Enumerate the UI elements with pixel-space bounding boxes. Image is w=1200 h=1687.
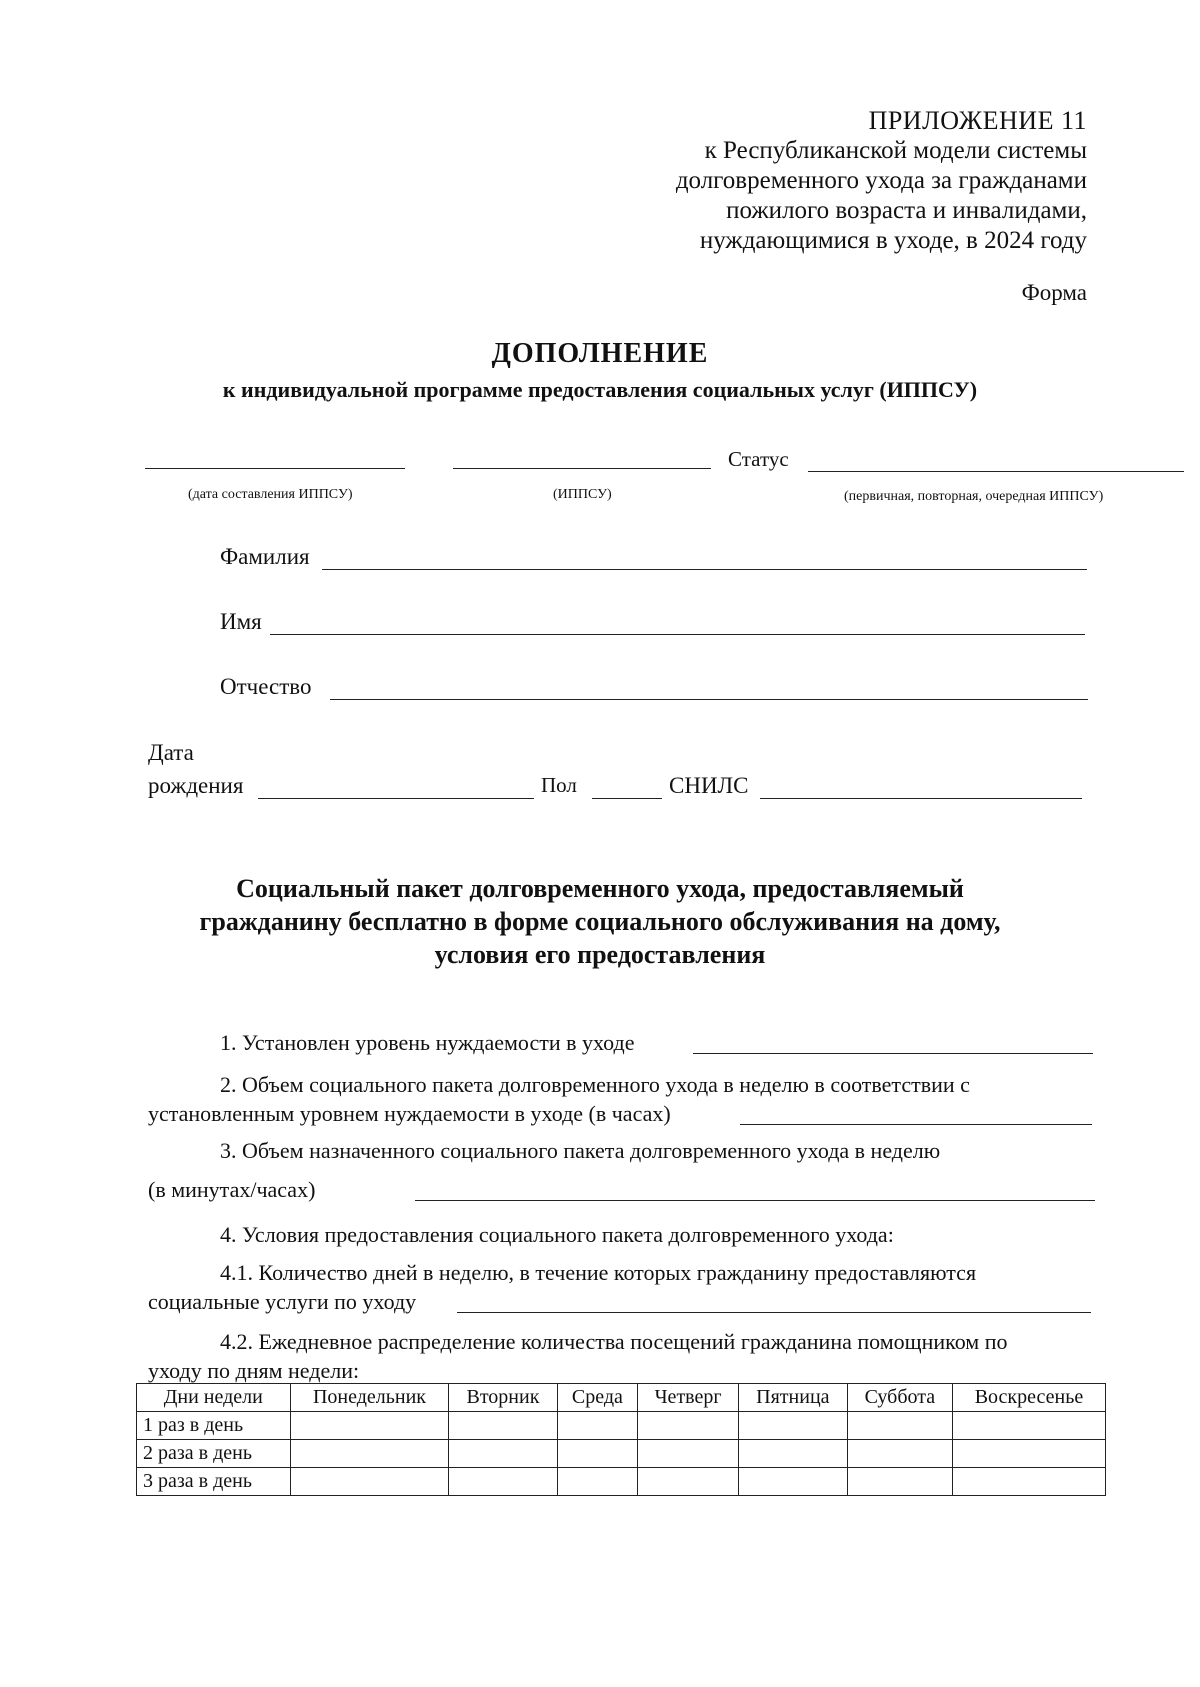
appendix-line: к Республиканской модели системы (704, 137, 1087, 164)
item-4: 4. Условия предоставления социального пакета долговременного ухода: (220, 1222, 894, 1247)
need-level-field-line[interactable] (693, 1053, 1093, 1054)
snils-field-line[interactable] (760, 798, 1082, 799)
table-cell[interactable] (638, 1440, 739, 1468)
table-header-cell: Пятница (738, 1384, 847, 1412)
snils-label: СНИЛС (669, 773, 749, 798)
table-cell[interactable] (738, 1412, 847, 1440)
visit-schedule-table (136, 1383, 1106, 1496)
birth-date-label: Дата (148, 740, 194, 765)
package-hours-field-line[interactable] (740, 1124, 1092, 1125)
item-2: установленным уровнем нуждаемости в уходе (в часах) (148, 1101, 671, 1126)
status-field-line[interactable] (808, 471, 1184, 472)
item-4-2: 4.2. Ежедневное распределение количества посещений гражданина помощником по (220, 1329, 1008, 1354)
table-header-cell: Суббота (847, 1384, 952, 1412)
item-1: 1. Установлен уровень нуждаемости в уходе (220, 1030, 635, 1055)
table-cell[interactable] (738, 1440, 847, 1468)
name-label: Имя (220, 609, 262, 634)
table-header-row (137, 1384, 1106, 1412)
caption-date: (дата составления ИППСУ) (188, 487, 353, 502)
table-cell[interactable] (847, 1468, 952, 1496)
item-3: (в минутах/часах) (148, 1177, 316, 1202)
surname-label: Фамилия (220, 544, 310, 569)
caption-ippsu: (ИППСУ) (553, 487, 612, 502)
table-cell[interactable] (738, 1468, 847, 1496)
sex-label: Пол (541, 773, 577, 797)
table-cell[interactable] (290, 1412, 449, 1440)
sex-field-line[interactable] (592, 798, 662, 799)
form-label: Форма (1021, 280, 1087, 305)
table-cell[interactable] (557, 1440, 638, 1468)
date-field-line[interactable] (145, 468, 405, 469)
table-cell[interactable] (449, 1412, 557, 1440)
table-cell[interactable] (847, 1412, 952, 1440)
status-label: Статус (728, 447, 789, 471)
table-header-cell: Воскресенье (952, 1384, 1105, 1412)
section-title-line: условия его предоставления (434, 940, 766, 969)
item-3: 3. Объем назначенного социального пакета долговременного ухода в неделю (220, 1138, 941, 1163)
birth-date-field-line[interactable] (258, 798, 534, 799)
table-row (137, 1440, 1106, 1468)
table-header-cell: Четверг (638, 1384, 739, 1412)
table-cell[interactable] (449, 1440, 557, 1468)
table-header-cell: Среда (557, 1384, 638, 1412)
table-cell[interactable] (638, 1468, 739, 1496)
item-4-1: социальные услуги по уходу (148, 1289, 417, 1314)
days-per-week-field-line[interactable] (457, 1312, 1091, 1313)
item-2: 2. Объем социального пакета долговременного ухода в неделю в соответствии с (220, 1072, 970, 1097)
table-cell[interactable] (638, 1412, 739, 1440)
table-row (137, 1468, 1106, 1496)
appendix-line: нуждающимися в уходе, в 2024 году (699, 227, 1087, 254)
birth-date-label: рождения (148, 773, 244, 798)
section-title-line: Социальный пакет долговременного ухода, предоставляемый (236, 874, 964, 903)
patronymic-label: Отчество (220, 674, 312, 699)
appendix-number: ПРИЛОЖЕНИЕ 11 (868, 106, 1087, 135)
name-field-line[interactable] (270, 634, 1085, 635)
assigned-package-field-line[interactable] (415, 1200, 1095, 1201)
table-cell[interactable] (557, 1412, 638, 1440)
appendix-line: пожилого возраста и инвалидами, (726, 197, 1087, 224)
item-4-1: 4.1. Количество дней в неделю, в течение которых гражданину предоставляются (220, 1260, 977, 1285)
section-title (0, 872, 1200, 971)
table-header-cell: Понедельник (290, 1384, 449, 1412)
appendix-header (676, 106, 1087, 256)
table-cell[interactable] (449, 1468, 557, 1496)
table-cell[interactable] (952, 1468, 1105, 1496)
document-subtitle: к индивидуальной программе предоставления социальных услуг (ИППСУ) (222, 377, 978, 402)
surname-field-line[interactable] (322, 569, 1087, 570)
row-label: 1 раз в день (137, 1412, 291, 1440)
table-cell[interactable] (290, 1468, 449, 1496)
row-label: 3 раза в день (137, 1468, 291, 1496)
patronymic-field-line[interactable] (330, 699, 1088, 700)
table-header-cell: Вторник (449, 1384, 557, 1412)
ippsu-field-line[interactable] (453, 468, 711, 469)
caption-status: (первичная, повторная, очередная ИППСУ) (844, 489, 1104, 504)
table-cell[interactable] (290, 1440, 449, 1468)
table-header-cell: Дни недели (137, 1384, 291, 1412)
appendix-line: долговременного ухода за гражданами (675, 167, 1087, 194)
item-4-2: уходу по дням недели: (148, 1358, 360, 1383)
section-title-line: гражданину бесплатно в форме социального обслуживания на дому, (199, 907, 1001, 936)
row-label: 2 раза в день (137, 1440, 291, 1468)
table-cell[interactable] (952, 1440, 1105, 1468)
document-title: ДОПОЛНЕНИЕ (491, 338, 709, 369)
table-row (137, 1412, 1106, 1440)
table-cell[interactable] (557, 1468, 638, 1496)
table-cell[interactable] (952, 1412, 1105, 1440)
table-cell[interactable] (847, 1440, 952, 1468)
